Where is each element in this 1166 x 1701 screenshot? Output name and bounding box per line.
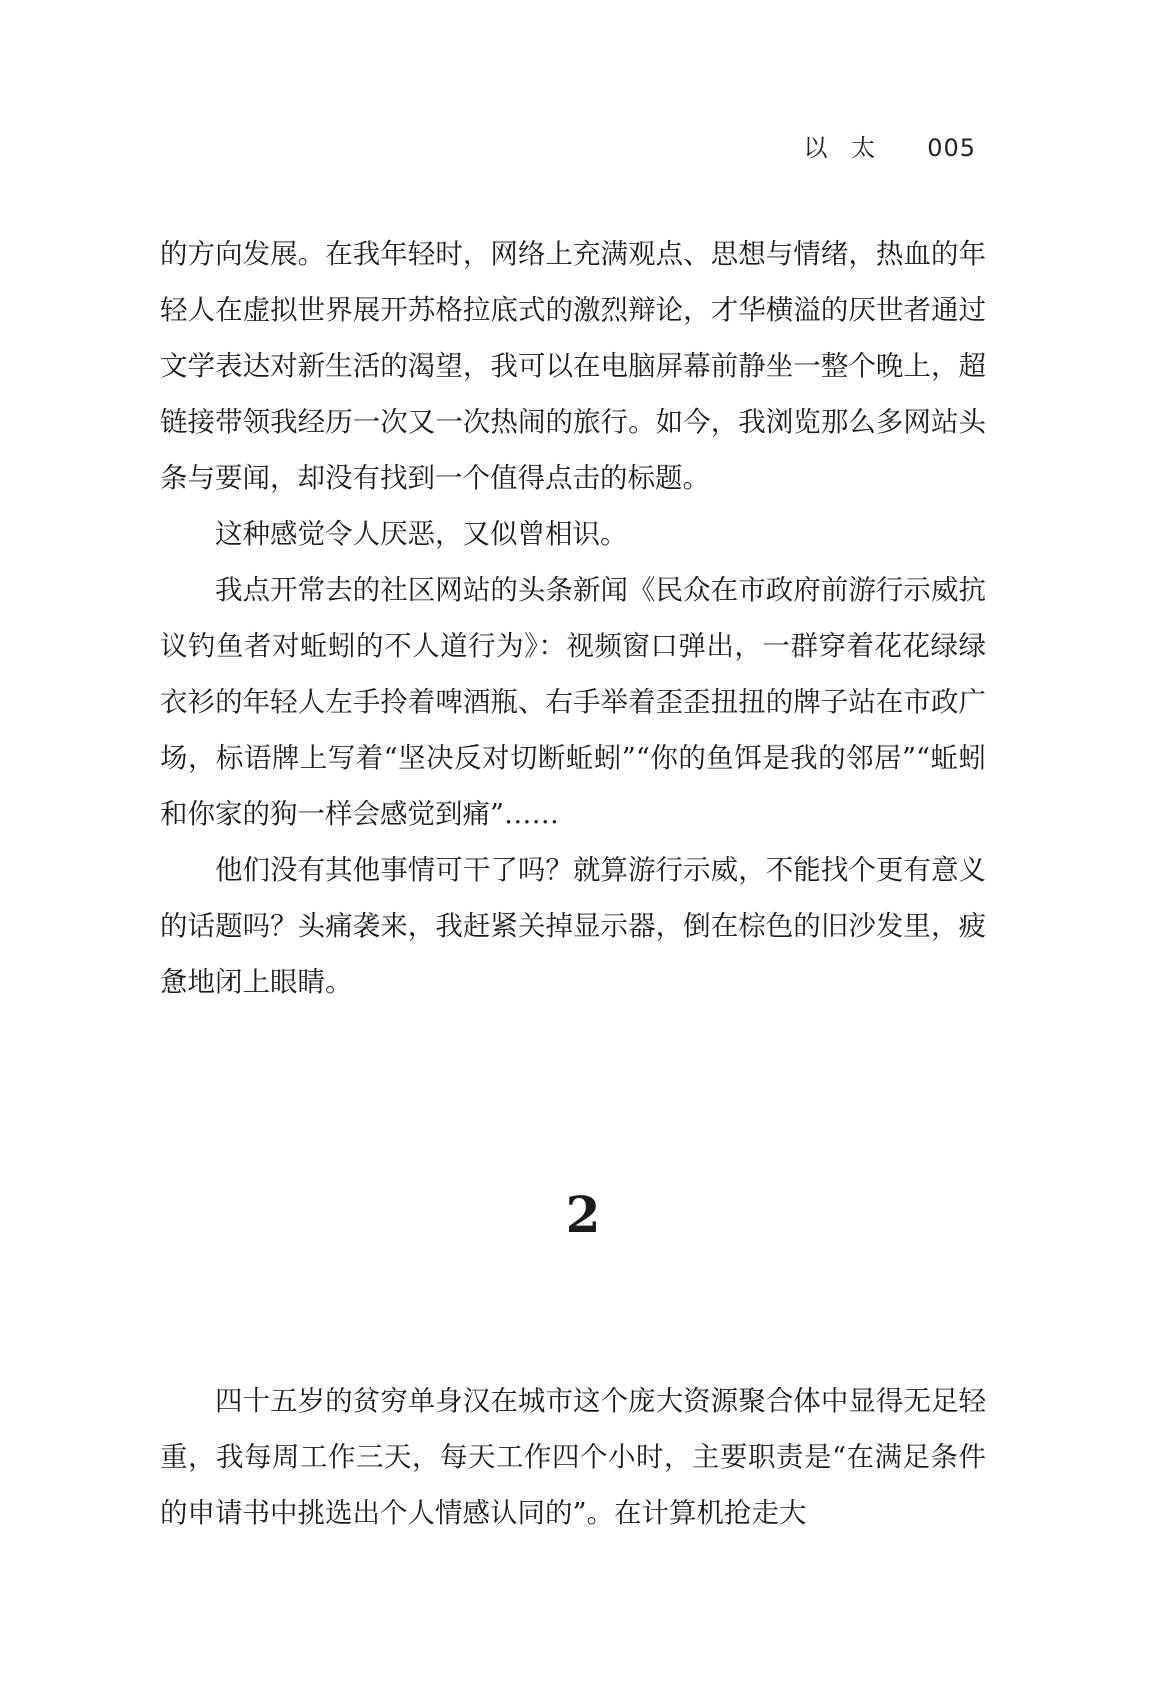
paragraph: 四十五岁的贫穷单身汉在城市这个庞大资源聚合体中显得无足轻重，我每周工作三天，每天工作四个小时，主要职责是“在满足条件的申请书中挑选出个人情感认同的”。在计算机抢走大 [160, 1385, 986, 1529]
text-block-1 [160, 226, 986, 1010]
paragraph: 的方向发展。在我年轻时，网络上充满观点、思想与情绪，热血的年轻人在虚拟世界展开苏格拉底式的激烈辩论，才华横溢的厌世者通过文学表达对新生活的渴望，我可以在电脑屏幕前静坐一整个晚上，超链接带领我经历一次又一次热闹的旅行。如今，我浏览那么多网站头条与要闻，却没有找到一个值得点击的标题。 [160, 238, 986, 494]
running-head-title: 以 太 [803, 134, 884, 162]
paragraph: 这种感觉令人厌恶，又似曾相识。 [215, 518, 628, 550]
page-number: 005 [927, 134, 976, 162]
text-block-2 [160, 1373, 986, 1541]
section-number: 2 [565, 1185, 601, 1244]
paragraph: 我点开常去的社区网站的头条新闻《民众在市政府前游行示威抗议钓鱼者对蚯蚓的不人道行为》：视频窗口弹出，一群穿着花花绿绿衣衫的年轻人左手拎着啤酒瓶、右手举着歪歪扭扭的牌子站在市政广场，标语牌上写着“坚决反对切断蚯蚓”“你的鱼饵是我的邻居”“蚯蚓和你家的狗一样会感觉到痛”…… [160, 574, 986, 830]
running-head [804, 128, 976, 163]
paragraph: 他们没有其他事情可干了吗？就算游行示威，不能找个更有意义的话题吗？头痛袭来，我赶紧关掉显示器，倒在棕色的旧沙发里，疲惫地闭上眼睛。 [160, 854, 986, 998]
